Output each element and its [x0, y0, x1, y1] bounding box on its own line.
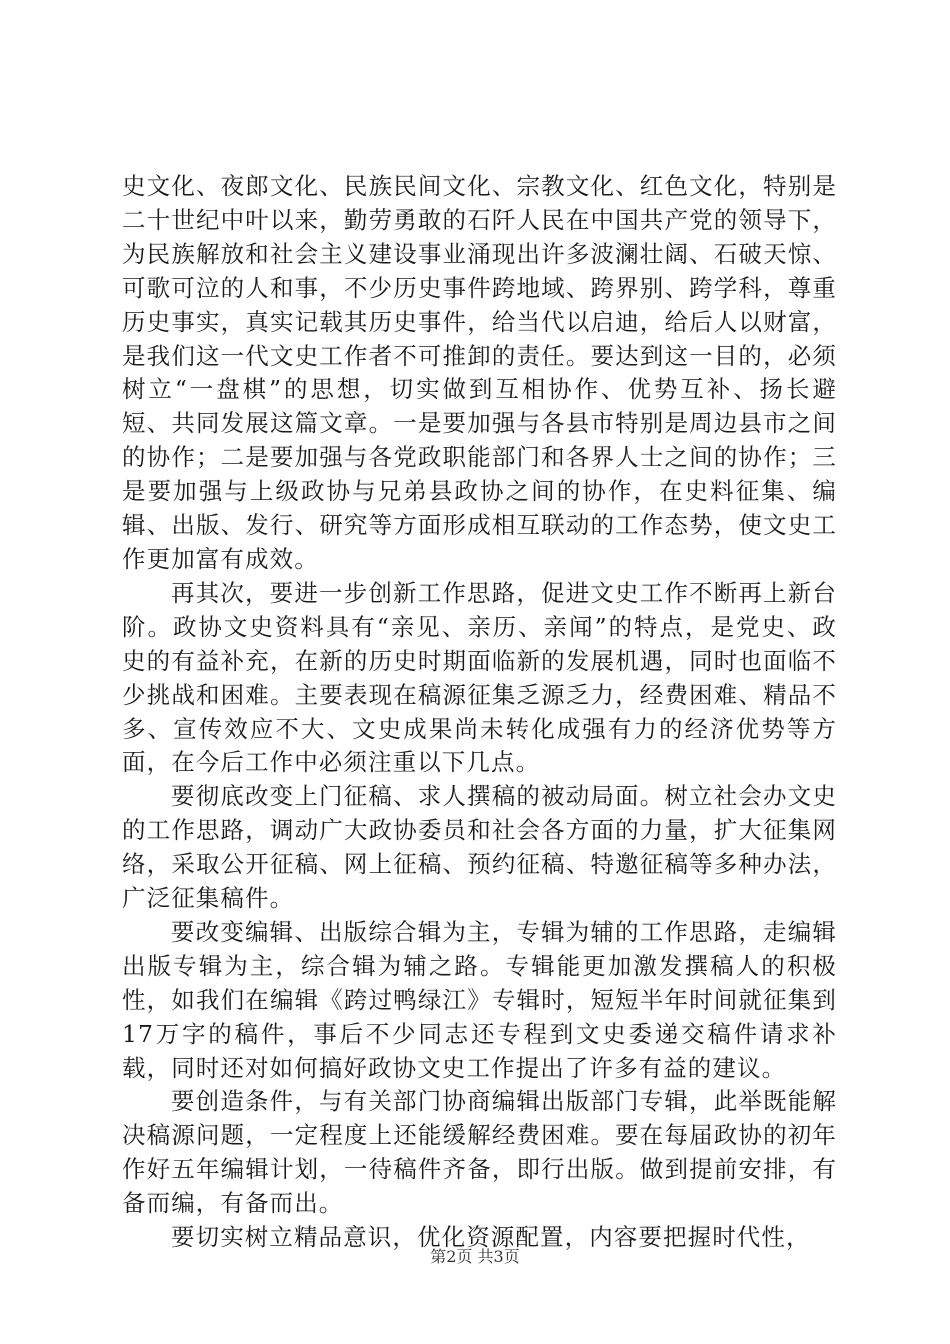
page-footer: 第2页 共3页 [430, 1247, 520, 1266]
paragraph-5: 要创造条件，与有关部门协商编辑出版部门专辑，此举既能解决稿源问题，一定程度上还能缓解经费困难。要在每届政协的初年作好五年编辑计划，一待稿件齐备，即行出版。做到提前安排，有备而编，有备而出。 [122, 1087, 837, 1218]
paragraph-4: 要改变编辑、出版综合辑为主，专辑为辅的工作思路，走编辑出版专辑为主，综合辑为辅之路。专辑能更加激发撰稿人的积极性，如我们在编辑《跨过鸭绿江》专辑时，短短半年时间就征集到17万字的稿件，事后不少同志还专程到文史委递交稿件请求补载，同时还对如何搞好政协文史工作提出了许多有益的建议。 [122, 917, 837, 1082]
paragraph-3: 要彻底改变上门征稿、求人撰稿的被动局面。树立社会办文史的工作思路，调动广大政协委员和社会各方面的力量，扩大征集网络，采取公开征稿、网上征稿、预约征稿、特邀征稿等多种办法，广泛征集稿件。 [122, 782, 837, 913]
document-body [122, 170, 837, 1255]
paragraph-6: 要切实树立精品意识，优化资源配置，内容要把握时代性， [171, 1223, 811, 1252]
paragraph-2: 再其次，要进一步创新工作思路，促进文史工作不断再上新台阶。政协文史资料具有“亲见、亲历、亲闻”的特点，是党史、政史的有益补充，在新的历史时期面临新的发展机遇，同时也面临不少挑战和困难。主要表现在稿源征集乏源乏力，经费困难、精品不多、宣传效应不大、文史成果尚未转化成强有力的经济优势等方面，在今后工作中必须注重以下几点。 [122, 578, 837, 777]
paragraph-1: 史文化、夜郎文化、民族民间文化、宗教文化、红色文化，特别是二十世纪中叶以来，勤劳勇敢的石阡人民在中国共产党的领导下，为民族解放和社会主义建设事业涌现出许多波澜壮阔、石破天惊、可歌可泣的人和事，不少历史事件跨地域、跨界别、跨学科，尊重历史事实，真实记载其历史事件，给当代以启迪，给后人以财富，是我们这一代文史工作者不可推卸的责任。要达到这一目的，必须树立“一盘棋”的思想，切实做到互相协作、优势互补、扬长避短、共同发展这篇文章。一是要加强与各县市特别是周边县市之间的协作；二是要加强与各党政职能部门和各界人士之间的协作；三是要加强与上级政协与兄弟县政协之间的协作，在史料征集、编辑、出版、发行、研究等方面形成相互联动的工作态势，使文史工作更加富有成效。 [122, 172, 837, 573]
